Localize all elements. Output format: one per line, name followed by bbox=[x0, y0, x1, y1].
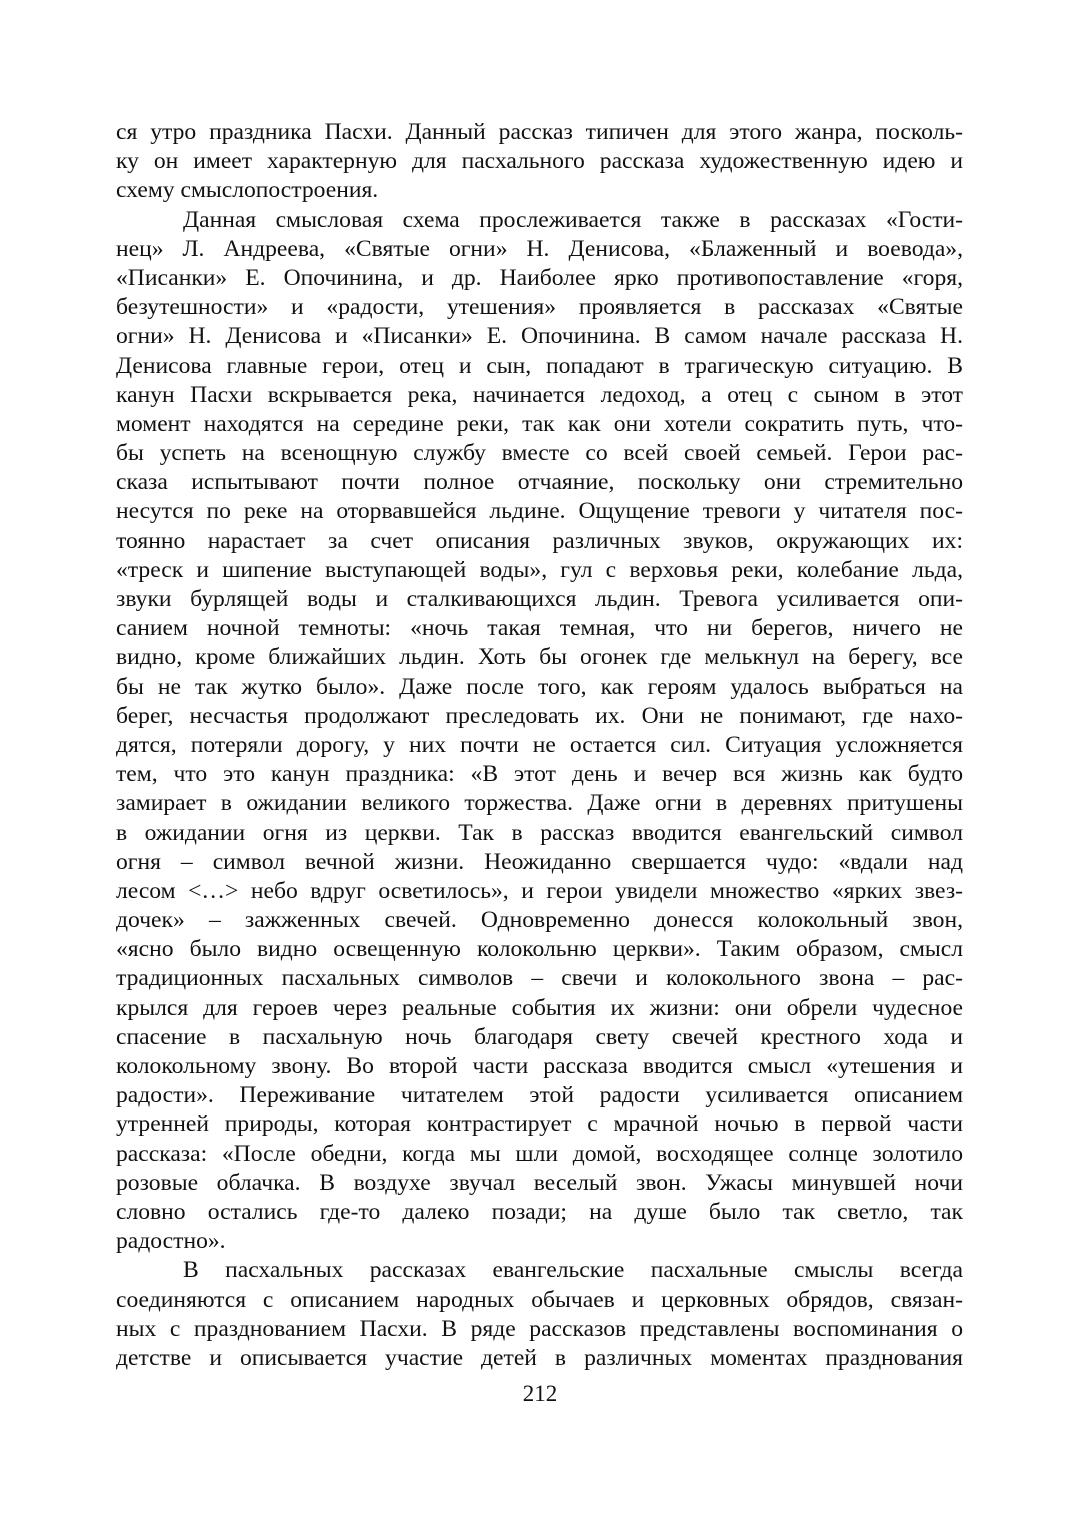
text-line: бы успеть на всенощную службу вместе со всей своей семьей. Герои рас- bbox=[116, 440, 963, 467]
text-line: лесом <…> небо вдруг осветилось», и герои увидели множество «ярких звез- bbox=[116, 877, 963, 904]
text-line: канун Пасхи вскрывается река, начинается ледоход, а отец с сыном в этот bbox=[116, 381, 963, 408]
text-line: детстве и описывается участие детей в различных моментах празднования bbox=[116, 1344, 963, 1371]
page-number: 212 bbox=[522, 1381, 558, 1406]
text-line: «ясно было видно освещенную колокольню церкви». Таким образом, смысл bbox=[116, 936, 963, 963]
text-line: санием ночной темноты: «ночь такая темная, что ни берегов, ничего не bbox=[116, 615, 963, 642]
text-line: огни» Н. Денисова и «Писанки» Е. Опочинина. В самом начале рассказа Н. bbox=[116, 323, 963, 350]
text-line: словно остались где-то далеко позади; на душе было так светло, так bbox=[116, 1198, 963, 1225]
text-line: нец» Л. Андреева, «Святые огни» Н. Денисова, «Блаженный и воевода», bbox=[116, 235, 963, 262]
text-line: ся утро праздника Пасхи. Данный рассказ типичен для этого жанра, посколь- bbox=[116, 119, 963, 145]
text-line: безутешности» и «радости, утешения» проявляется в рассказах «Святые bbox=[116, 294, 963, 321]
text-line: розовые облачка. В воздухе звучал веселый звон. Ужасы минувшей ночи bbox=[116, 1169, 963, 1196]
text-line: момент находятся на середине реки, так как они хотели сократить путь, что- bbox=[116, 410, 963, 437]
text-line: тоянно нарастает за счет описания различных звуков, окружающих их: bbox=[116, 527, 963, 554]
text-line: рассказа: «После обедни, когда мы шли домой, восходящее солнце золотило bbox=[116, 1140, 963, 1167]
text-line: сказа испытывают почти полное отчаяние, поскольку они стремительно bbox=[116, 469, 963, 496]
text-line: соединяются с описанием народных обычаев и церковных обрядов, связан- bbox=[116, 1286, 963, 1313]
text-line: В пасхальных рассказах евангельские пасхальные смыслы всегда bbox=[183, 1257, 963, 1284]
text-line: бы не так жутко было». Даже после того, как героям удалось выбраться на bbox=[116, 673, 963, 700]
text-line: «Писанки» Е. Опочинина, и др. Наиболее ярко противопоставление «горя, bbox=[116, 264, 963, 291]
text-line: берег, несчастья продолжают преследовать их. Они не понимают, где нахо- bbox=[116, 702, 963, 729]
text-line: радости». Переживание читателем этой радости усиливается описанием bbox=[116, 1082, 963, 1109]
text-line: крылся для героев через реальные события их жизни: они обрели чудесное bbox=[116, 994, 963, 1021]
page-body bbox=[116, 118, 963, 1373]
text-line: дочек» – зажженных свечей. Одновременно донесся колокольный звон, bbox=[116, 907, 963, 934]
text-line: замирает в ожидании великого торжества. Даже огни в деревнях притушены bbox=[116, 790, 963, 817]
text-line: утренней природы, которая контрастирует с мрачной ночью в первой части bbox=[116, 1111, 963, 1138]
text-line: дятся, потеряли дорогу, у них почти не остается сил. Ситуация усложняется bbox=[116, 731, 963, 758]
text-line: Денисова главные герои, отец и сын, попадают в трагическую ситуацию. В bbox=[116, 352, 963, 379]
text-line: ку он имеет характерную для пасхального рассказа художественную идею и bbox=[116, 148, 963, 175]
text-line: несутся по реке на оторвавшейся льдине. Ощущение тревоги у читателя пос- bbox=[116, 498, 963, 525]
text-line: схему смыслопостроения. bbox=[116, 177, 379, 204]
text-line: тем, что это канун праздника: «В этот день и вечер вся жизнь как будто bbox=[116, 761, 963, 788]
text-line: видно, кроме ближайших льдин. Хоть бы огонек где мелькнул на берегу, все bbox=[116, 644, 963, 671]
text-line: огня – символ вечной жизни. Неожиданно свершается чудо: «вдали над bbox=[116, 848, 963, 875]
text-line: традиционных пасхальных символов – свечи и колокольного звона – рас- bbox=[116, 965, 963, 992]
text-line: колокольному звону. Во второй части рассказа вводится смысл «утешения и bbox=[116, 1053, 963, 1079]
text-line: ных с празднованием Пасхи. В ряде рассказов представлены воспоминания о bbox=[116, 1315, 963, 1342]
text-line: в ожидании огня из церкви. Так в рассказ вводится евангельский символ bbox=[116, 819, 963, 846]
text-line: спасение в пасхальную ночь благодаря свету свечей крестного хода и bbox=[116, 1023, 963, 1050]
text-line: звуки бурлящей воды и сталкивающихся льдин. Тревога усиливается опи- bbox=[116, 586, 963, 612]
text-line: радостно». bbox=[116, 1228, 226, 1255]
text-line: «треск и шипение выступающей воды», гул с верховья реки, колебание льда, bbox=[116, 556, 963, 583]
text-line: Данная смысловая схема прослеживается также в рассказах «Гости- bbox=[183, 206, 963, 233]
